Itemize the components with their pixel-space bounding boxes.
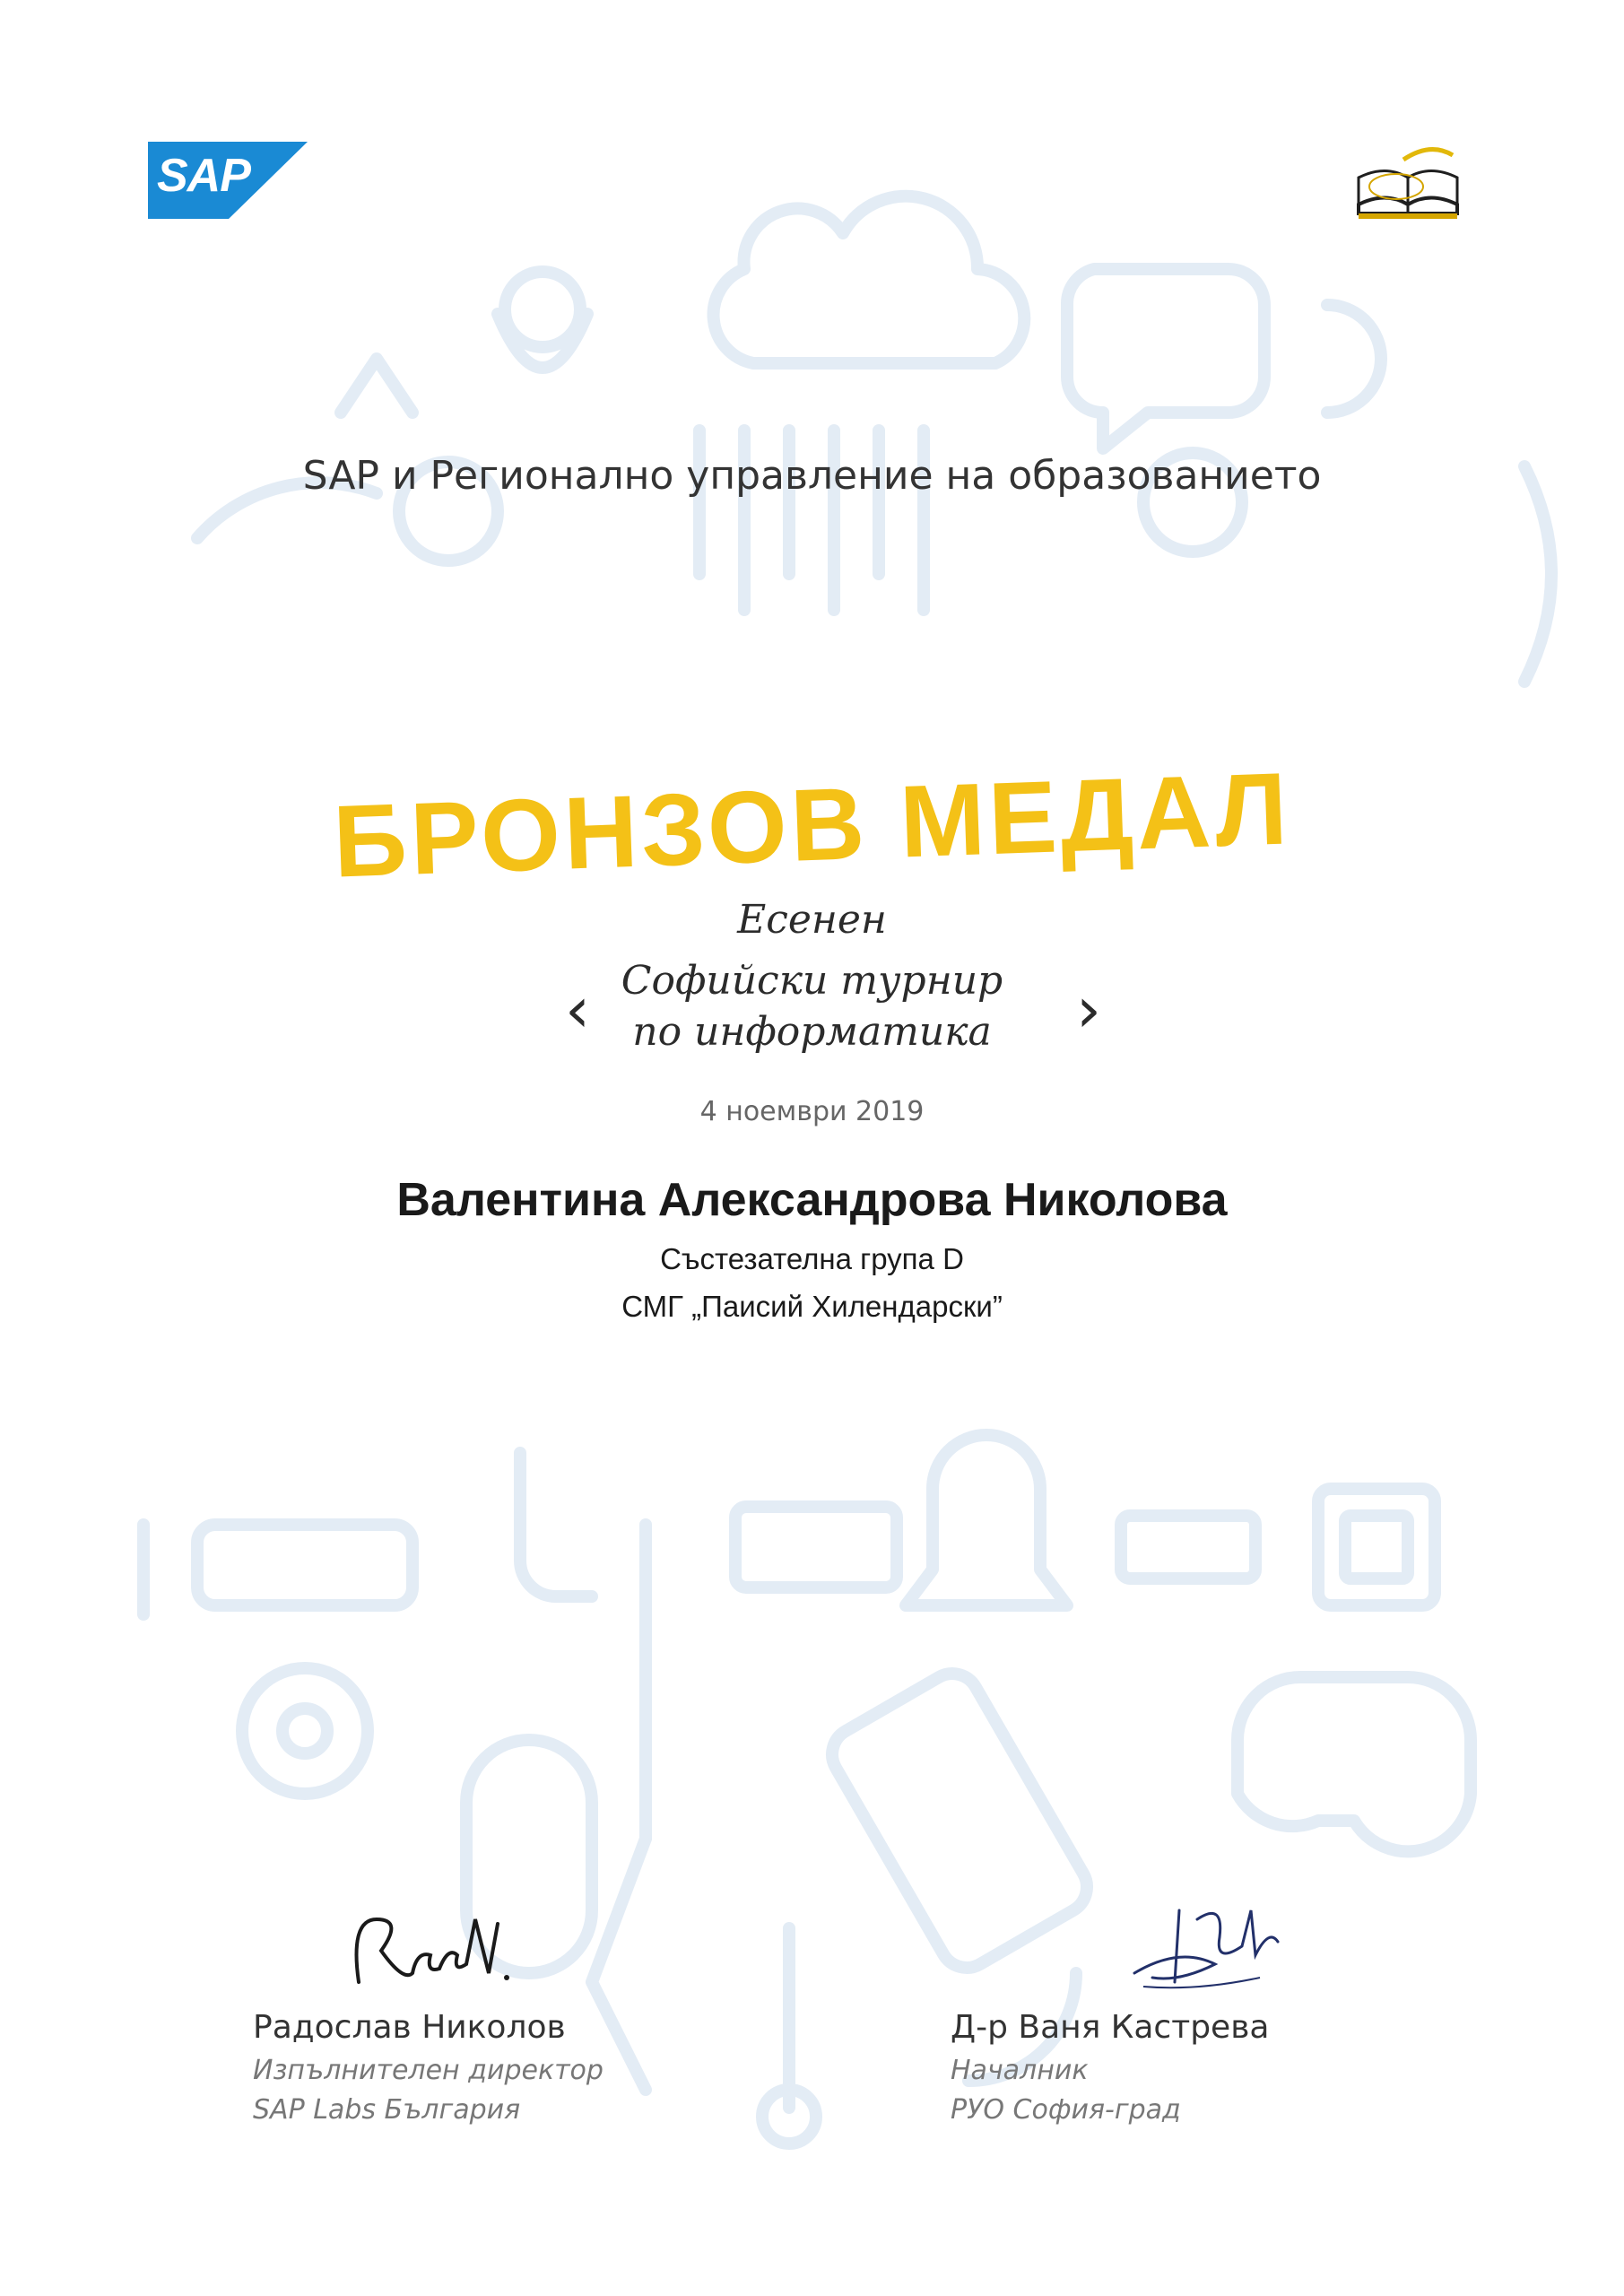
bell-icon — [906, 1435, 1067, 1605]
open-book-icon — [1350, 142, 1466, 222]
left-bracket-icon: ‹ — [565, 973, 590, 1047]
phone-icon — [822, 1664, 1097, 1978]
event-line-1: Есенен — [737, 897, 887, 943]
event-line-3: по информатика — [632, 1009, 992, 1055]
signatory-left-name: Радослав Николов — [253, 2009, 566, 2046]
signature-right — [1125, 1892, 1287, 2000]
chat-bubble-icon — [1067, 269, 1264, 448]
signature-left — [341, 1901, 520, 2000]
signatory-left-role: Изпълнителен директор — [253, 2055, 604, 2086]
recipient-name: Валентина Александрова Николова — [396, 1174, 1228, 1226]
signatory-right-org: РУО София-град — [951, 2094, 1181, 2126]
sap-logo-text: SAP — [157, 150, 250, 202]
sap-logo-text-wrap — [148, 142, 308, 219]
signatory-left — [253, 2009, 604, 2130]
signatory-right-name: Д-р Ваня Кастрева — [951, 2009, 1270, 2046]
organizers-heading: SAP и Регионално управление на образованието — [302, 453, 1322, 499]
signatory-right-role: Началник — [951, 2055, 1089, 2086]
event-date: 4 ноември 2019 — [699, 1096, 925, 1127]
award-title: БРОНЗОВ МЕДАЛ — [331, 752, 1293, 900]
cloud-icon — [714, 196, 1025, 363]
school-name: СМГ „Паисий Хилендарски” — [621, 1290, 1003, 1323]
location-pin-icon — [505, 272, 580, 347]
competition-group: Състезателна група D — [660, 1242, 964, 1275]
signatory-left-org: SAP Labs България — [253, 2094, 521, 2126]
chip-icon — [1318, 1489, 1435, 1605]
event-line-2: Софийски турнир — [621, 958, 1003, 1004]
right-bracket-icon: › — [1076, 973, 1101, 1047]
signatory-right — [951, 2009, 1269, 2130]
gamepad-icon — [1238, 1677, 1471, 1851]
